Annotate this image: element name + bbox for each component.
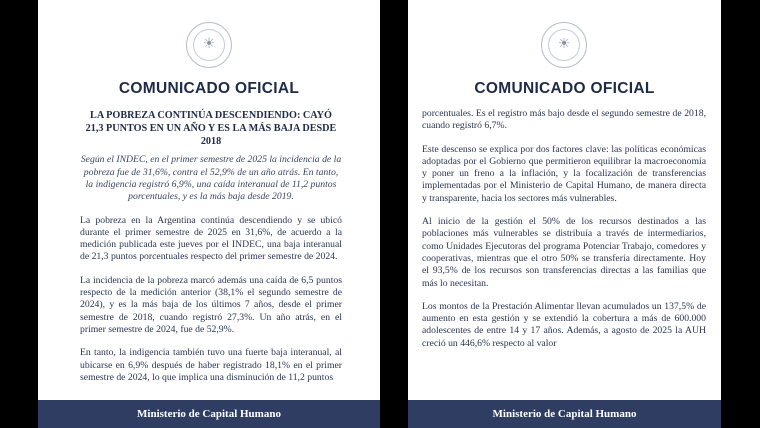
body-paragraph: La incidencia de la pobreza marcó además una caída de 6,5 puntos respecto de la medición anterior (38,1% el segundo semestre de 2024), y es la más baja de los últimos 7 años, desde el primer semestre de 2018, cuando registró 27,3%. Un año atrás, en el primer semestre de 2024, fue de 52,9%. [80,274,342,335]
body-paragraph: Al inicio de la gestión el 50% de los recursos destinados a las poblaciones más vulnerables se distribuía a través de intermediarios, como Unidades Ejecutoras del programa Potenciar Trabajo, comedores y cooperativas, mientras que el otro 50% se transfería directamente. Hoy el 93,5% de los recursos son transferencias directas a las familias que más lo necesitan. [422,216,706,289]
lead-paragraph: Según el INDEC, en el primer semestre de 2025 la incidencia de la pobreza fue de 31,6%, contra el 52,9% de un año atrás. En tanto, la indigencia registró 6,9%, una caída interanual de 11,2 puntos porcentuales, y es la más baja desde 2019. [80,154,342,203]
body-paragraph: Los montos de la Prestación Alimentar llevan acumulados un 137,5% de aumento en esta gestión y se extendió la cobertura a más de 600.000 adolescentes de entre 14 y 17 años. Además, a agosto de 2025 la AUH creció un 446,6% respecto al valor [422,300,706,349]
body-paragraph: En tanto, la indigencia también tuvo una fuerte baja interanual, al ubicarse en 6,9% después de haber registrado 18,1% en el primer semestre de 2024, lo que implica una disminución de 11,2 puntos [80,347,342,383]
page-title: COMUNICADO OFICIAL [118,80,300,97]
document-page-1 [38,0,380,428]
body-paragraph: Este descenso se explica por dos factores clave: las políticas económicas adoptadas por el Gobierno que permitieron equilibrar la macroeconomía y poner un freno a la inflación, y la focalización de transferencias implementadas por el Ministerio de Capital Humano, de manera directa y transparente, hacia los sectores más vulnerables. [422,143,706,204]
ministry-footer: Ministerio de Capital Humano [408,400,721,428]
document-page-2 [408,0,721,428]
coat-of-arms-seal-icon: ☀ [186,22,232,68]
page-content [80,110,342,395]
body-paragraph: porcentuales. Es el registro más bajo desde el segundo semestre de 2018, cuando registró 6,7%. [422,108,706,132]
coat-of-arms-seal-icon: ☀ [541,22,587,68]
page-title: COMUNICADO OFICIAL [474,80,655,97]
body-paragraph: La pobreza en la Argentina continúa descendiendo y se ubicó durante el primer semestre de 2025 en 31,6%, de acuerdo a la medición publicada este jueves por el INDEC, una baja interanual de 21,3 puntos porcentuales respecto del primer semestre de 2024. [80,214,342,263]
page-content [422,108,706,361]
ministry-footer: Ministerio de Capital Humano [38,400,380,428]
headline: LA POBREZA CONTINÚA DESCENDIENDO: CAYÓ 21,3 PUNTOS EN UN AÑO Y ES LA MÁS BAJA DESDE 2018 [85,110,337,147]
